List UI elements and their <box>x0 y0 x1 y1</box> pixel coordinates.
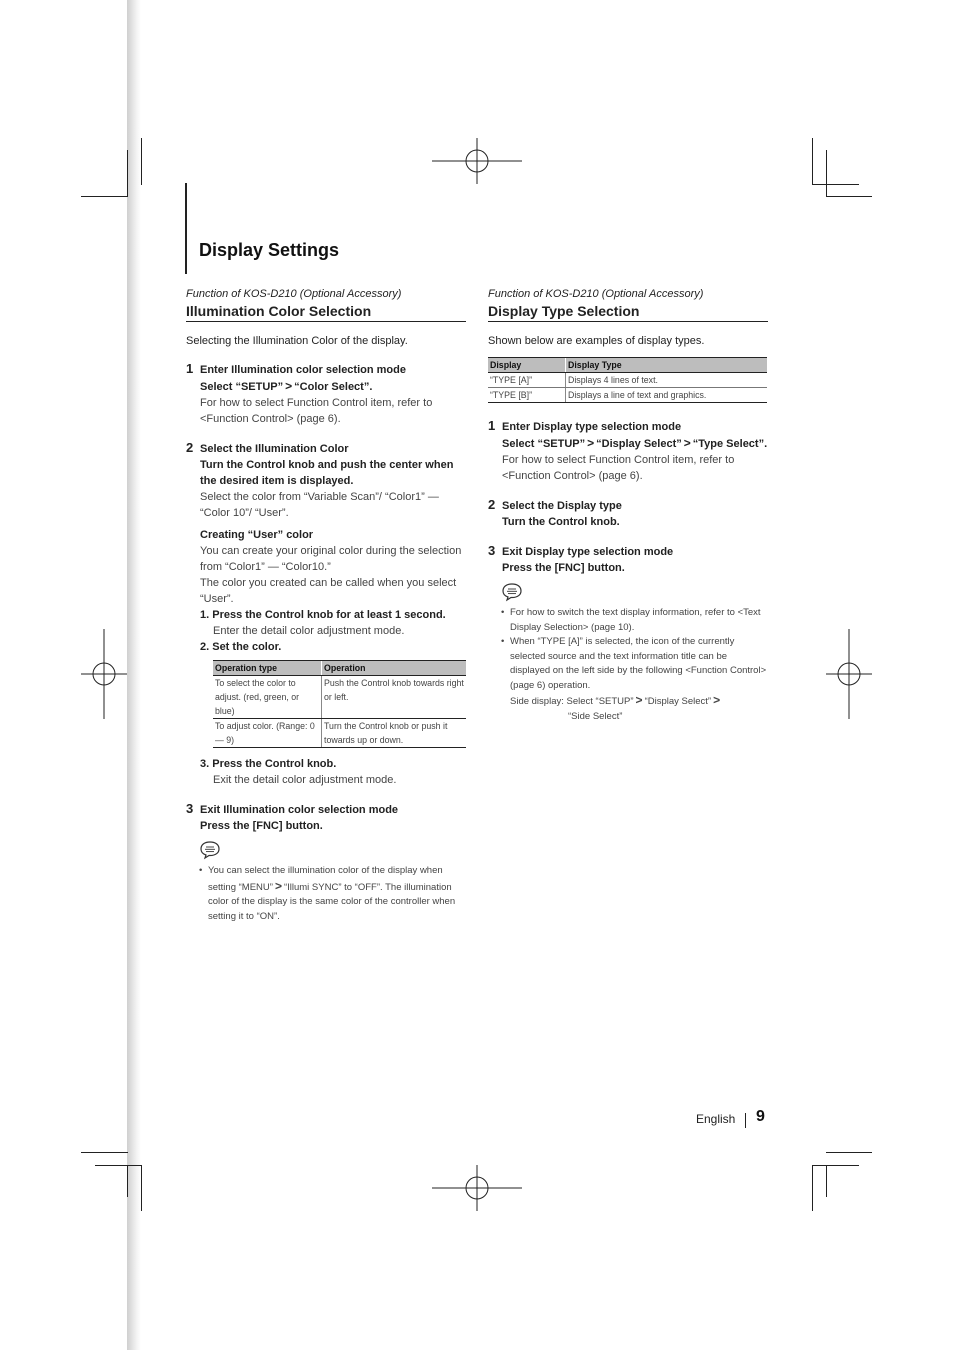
display-type-table <box>488 357 767 403</box>
note-item <box>186 864 466 924</box>
registration-mark-icon <box>826 629 872 719</box>
sub-text: The color you created can be called when you select “User”. <box>200 577 457 605</box>
table-row <box>213 719 466 748</box>
note-text: You can select the illumination color of the display when setting “MENU” <box>208 865 443 893</box>
page-number: 9 <box>756 1108 765 1125</box>
function-note: Function of KOS-D210 (Optional Accessory) <box>488 288 704 300</box>
note-text: Side display: Select “SETUP” <box>510 696 634 707</box>
sub-text: You can create your original color during the selection from “Color1” — “Color10.” <box>200 545 462 573</box>
function-note: Function of KOS-D210 (Optional Accessory) <box>186 288 402 300</box>
table-cell: Turn the Control knob or push it towards up or down. <box>322 719 467 748</box>
step-note: Select the color from “Variable Scan”/ “Color1” — “Color 10”/ “User”. <box>200 491 439 519</box>
table-header: Operation type <box>213 661 322 676</box>
table-header: Operation <box>322 661 467 676</box>
chevron-right-icon: > <box>274 878 282 893</box>
display-type-section <box>488 286 768 724</box>
page-title: Display Settings <box>199 240 340 260</box>
chevron-right-icon: > <box>683 436 691 450</box>
operation-table <box>213 660 466 748</box>
step-1 <box>488 419 768 484</box>
step-1 <box>186 362 466 427</box>
sub-item-title: 3. Press the Control knob. <box>200 758 337 770</box>
sub-item-title: 2. Set the color. <box>200 641 282 653</box>
page-edge-shade <box>127 0 141 1350</box>
crop-mark <box>141 138 142 185</box>
crop-mark <box>826 1152 872 1153</box>
sub-heading: Creating “User” color <box>200 529 314 541</box>
instruction-part: Select “SETUP” <box>502 438 586 450</box>
notes-list <box>488 606 768 724</box>
chevron-right-icon: > <box>635 693 643 707</box>
step-title: Exit Illumination color selection mode <box>200 804 399 816</box>
table-cell: Push the Control knob towards right or left. <box>322 676 467 719</box>
note-side-display <box>510 693 768 710</box>
step-2 <box>186 441 466 788</box>
step-title: Exit Display type selection mode <box>502 546 674 558</box>
chevron-right-icon: > <box>285 379 293 393</box>
section-intro: Shown below are examples of display types. <box>488 335 705 347</box>
chevron-right-icon: > <box>587 436 595 450</box>
note-text: “Side Select” <box>568 710 623 722</box>
table-header: Display <box>488 358 566 373</box>
step-number: 3 <box>186 801 194 816</box>
table-cell: To select the color to adjust. (red, green, or blue) <box>213 676 322 719</box>
illumination-color-section <box>186 286 466 924</box>
chevron-right-icon: > <box>713 693 721 707</box>
crop-mark <box>127 150 128 197</box>
note-text: When “TYPE [A]” is selected, the icon of the currently selected source and the text information title can be displayed on the left side by the following <Function Control> (page 6) operation. <box>510 636 767 691</box>
instruction-part: “Color Select”. <box>294 381 373 393</box>
step-instruction: Press the [FNC] button. <box>502 562 625 574</box>
registration-mark-icon <box>432 138 522 184</box>
section-heading: Illumination Color Selection <box>186 302 466 322</box>
crop-mark <box>812 184 859 185</box>
table-cell: Displays 4 lines of text. <box>566 373 768 388</box>
notes-list <box>186 864 466 924</box>
sub-item-title: 1. Press the Control knob for at least 1 second. <box>200 609 446 621</box>
step-title: Select the Display type <box>502 500 622 512</box>
step-number: 1 <box>488 418 496 433</box>
footer-divider <box>745 1113 746 1128</box>
step-3 <box>488 544 768 576</box>
step-instruction: Press the [FNC] button. <box>200 820 323 832</box>
crop-mark <box>81 196 128 197</box>
table-row <box>488 373 767 388</box>
sub-item-desc: Enter the detail color adjustment mode. <box>213 625 405 637</box>
footer-language: English <box>696 1112 736 1126</box>
section-heading: Display Type Selection <box>488 302 768 322</box>
step-number: 2 <box>186 440 194 455</box>
step-number: 1 <box>186 361 194 376</box>
table-header: Display Type <box>566 358 768 373</box>
step-title: Enter Illumination color selection mode <box>200 364 406 376</box>
instruction-part: “Type Select”. <box>692 438 768 450</box>
table-cell: To adjust color. (Range: 0 — 9) <box>213 719 322 748</box>
crop-mark <box>812 138 813 185</box>
note-item <box>488 635 768 724</box>
crop-mark <box>826 196 872 197</box>
step-title: Select the Illumination Color <box>200 443 349 455</box>
table-row <box>488 388 767 403</box>
crop-mark <box>812 1165 813 1211</box>
speech-bubble-note-icon <box>501 582 523 602</box>
crop-mark <box>812 1165 859 1166</box>
instruction-part: Select “SETUP” <box>200 381 284 393</box>
table-cell: Displays a line of text and graphics. <box>566 388 768 403</box>
instruction-part: “Display Select” <box>596 438 682 450</box>
step-number: 3 <box>488 543 496 558</box>
crop-mark <box>81 1152 128 1153</box>
step-title: Enter Display type selection mode <box>502 421 682 433</box>
step-note: For how to select Function Control item, refer to <Function Control> (page 6). <box>200 397 433 425</box>
title-rule <box>185 183 187 274</box>
table-cell: “TYPE [A]” <box>488 373 566 388</box>
step-number: 2 <box>488 497 496 512</box>
note-text: “Illumi SYNC” to “OFF”. The illumination color of the display is the same color of the controller when setting it to “ON”. <box>208 881 456 922</box>
step-instruction: Turn the Control knob. <box>502 516 620 528</box>
step-instruction: Turn the Control knob and push the center when the desired item is displayed. <box>200 459 454 487</box>
crop-mark <box>826 1165 827 1197</box>
registration-mark-icon <box>432 1165 522 1211</box>
registration-mark-icon <box>81 629 127 719</box>
crop-mark <box>95 1165 142 1166</box>
step-note: For how to select Function Control item, refer to <Function Control> (page 6). <box>502 454 735 482</box>
speech-bubble-note-icon <box>199 840 221 860</box>
step-instruction <box>200 378 466 395</box>
step-3 <box>186 802 466 834</box>
crop-mark <box>826 150 827 197</box>
crop-mark <box>141 1165 142 1211</box>
note-text: “Display Select” <box>644 696 712 707</box>
table-cell: “TYPE [B]” <box>488 388 566 403</box>
note-item: • For how to switch the text display information, refer to <Text Display Selection> (page 10). <box>488 606 768 635</box>
step-2 <box>488 498 768 530</box>
step-instruction <box>502 435 768 452</box>
sub-item-desc: Exit the detail color adjustment mode. <box>213 774 397 786</box>
table-row <box>213 676 466 719</box>
section-intro: Selecting the Illumination Color of the display. <box>186 335 408 347</box>
crop-mark <box>127 1165 128 1197</box>
